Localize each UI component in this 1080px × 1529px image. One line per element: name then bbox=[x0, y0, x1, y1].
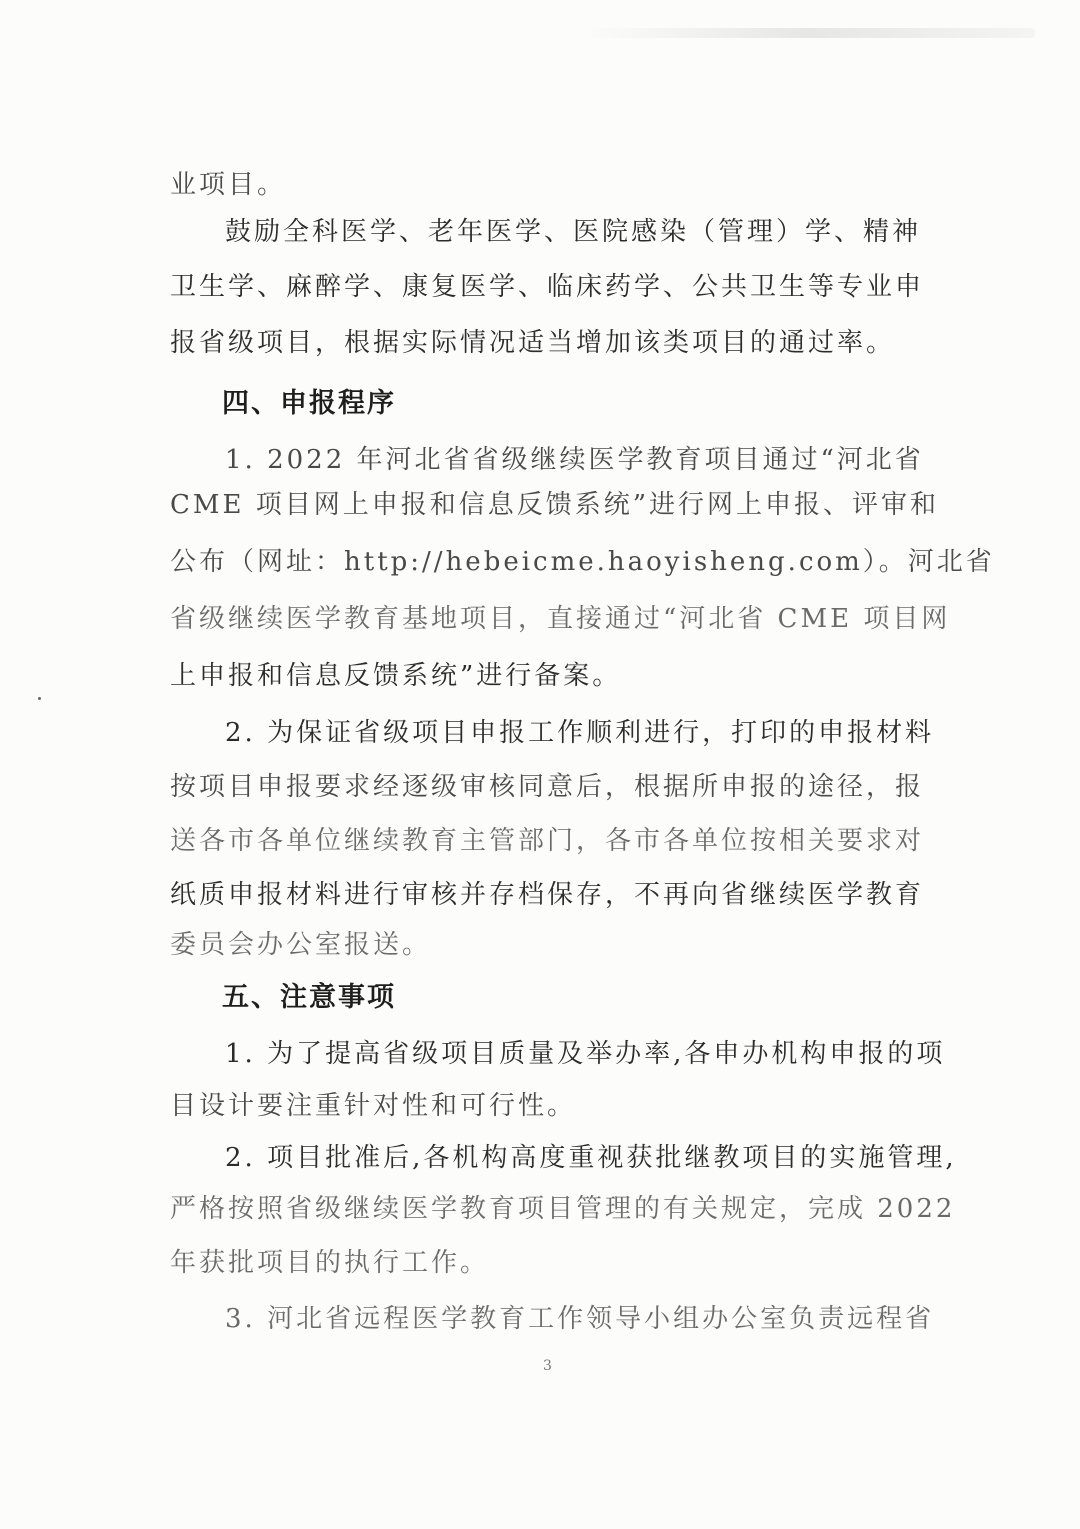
text-line: 年获批项目的执行工作。 bbox=[170, 1248, 490, 1278]
scan-smudge bbox=[585, 28, 1035, 38]
text-line: CME 项目网上申报和信息反馈系统”进行网上申报、评审和 bbox=[170, 490, 940, 520]
page-number: 3 bbox=[543, 1358, 552, 1374]
text-line: 公布（网址：http://hebeicme.haoyisheng.com）。河北省 bbox=[170, 547, 995, 577]
section-heading-application-procedure: 四、申报程序 bbox=[222, 388, 396, 419]
text-line: 2. 为保证省级项目申报工作顺利进行，打印的申报材料 bbox=[225, 718, 935, 748]
text-line: 2. 项目批准后,各机构高度重视获批继教项目的实施管理, bbox=[225, 1143, 957, 1173]
text-line: 委员会办公室报送。 bbox=[170, 930, 432, 960]
text-line: 纸质申报材料进行审核并存档保存，不再向省继续医学教育 bbox=[170, 880, 925, 910]
text-line: 送各市各单位继续教育主管部门，各市各单位按相关要求对 bbox=[170, 826, 925, 856]
text-line: 1. 为了提高省级项目质量及举办率,各申办机构申报的项 bbox=[225, 1039, 946, 1069]
text-line: 严格按照省级继续医学教育项目管理的有关规定，完成 2022 bbox=[170, 1194, 956, 1224]
text-line: 鼓励全科医学、老年医学、医院感染（管理）学、精神 bbox=[225, 217, 922, 247]
text-line: 3. 河北省远程医学教育工作领导小组办公室负责远程省 bbox=[225, 1304, 935, 1334]
text-line: 报省级项目，根据实际情况适当增加该类项目的通过率。 bbox=[170, 328, 896, 358]
text-line: 业项目。 bbox=[170, 170, 287, 200]
text-line: 省级继续医学教育基地项目，直接通过“河北省 CME 项目网 bbox=[170, 604, 951, 634]
text-line: 1. 2022 年河北省省级继续医学教育项目通过“河北省 bbox=[225, 445, 924, 475]
text-line: 卫生学、麻醉学、康复医学、临床药学、公共卫生等专业申 bbox=[170, 272, 925, 302]
scan-speck bbox=[38, 697, 41, 700]
text-line: 目设计要注重针对性和可行性。 bbox=[170, 1091, 577, 1121]
text-line: 上申报和信息反馈系统”进行备案。 bbox=[170, 661, 622, 691]
section-heading-notes: 五、注意事项 bbox=[222, 982, 396, 1013]
text-line: 按项目申报要求经逐级审核同意后，根据所申报的途径，报 bbox=[170, 772, 925, 802]
